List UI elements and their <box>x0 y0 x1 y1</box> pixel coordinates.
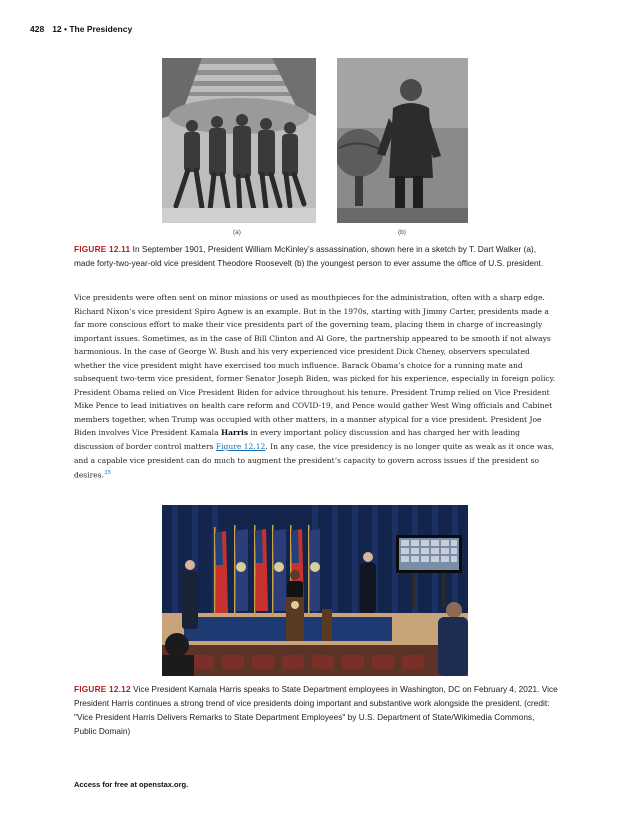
bold-name: Harris <box>220 428 249 438</box>
body-text-part-2: in every important policy discussion and has charged her with leading discussion of border control matters <box>74 428 521 452</box>
figure-12-11-label: FIGURE 12.11 <box>74 244 131 254</box>
figure-12-11-caption <box>74 242 558 270</box>
body-text-part-3: . In any case, the vice presidency is no longer quite as weak as it once was, and a capable vice president can do much to augment the president’s capacity to govern across issues if the president so desires. <box>74 442 555 480</box>
footnote-link[interactable]: 35 <box>103 470 111 477</box>
page-number: 428 <box>30 24 45 34</box>
body-text-part-1: Vice presidents were often sent on minor missions or used as mouthpieces for the administration, often with a sharp edge. Richard Nixon’s vice president Spiro Agnew is an example. But in the 1970s, starting with Jimmy Carter, presidents made a far more conscious effort to make their vice presidents part of the governing team, placing them in charge of increasingly important issues. Sometimes, as in the case of Bill Clinton and Al Gore, the partnership appeared to be smooth if not always harmonious. In the case of George W. Bush and his very experienced vice president Dick Cheney, observers speculated whether the vice president might have exercised too much influence. Barack Obama’s choice for a running mate and subsequent two-term vice president, former Senator Joseph Biden, was picked for his experience, especially in foreign policy. President Obama relied on Vice President Biden for advice throughout his tenure. President Trump relied on Vice President Mike Pence to lead initiatives on health care reform and COVID-19, and Pence would gather West Wing officials and Cabinet members together, when Trump was occupied with other matters, in a manner atypical for a vice president. President Joe Biden involves Vice President Kamala <box>74 293 556 438</box>
page-footer: Access for free at openstax.org. <box>74 780 189 789</box>
figure-12-11-a-label: (a) <box>233 229 241 236</box>
chapter-title: 12 • The Presidency <box>52 24 133 34</box>
figure-12-11-caption-text: In September 1901, President William McKinley’s assassination, shown here in a sketch by T. Dart Walker (a), made forty-two-year-old vice president Theodore Roosevelt (b) the youngest person to ever assume the office of U.S. president. <box>74 244 544 268</box>
figure-12-12-label: FIGURE 12.12 <box>74 684 131 694</box>
figure-12-11-b-image <box>337 58 468 223</box>
figure-12-12-link[interactable]: Figure 12.12 <box>215 442 266 452</box>
page-header <box>30 24 132 34</box>
figure-12-12-image <box>162 505 468 676</box>
figure-12-11-a-image <box>162 58 316 223</box>
figure-12-11-b-label: (b) <box>398 229 406 236</box>
body-paragraph <box>74 291 558 482</box>
figure-12-12-caption <box>74 682 558 738</box>
figure-12-12-caption-text: Vice President Kamala Harris speaks to State Department employees in Washington, DC on February 4, 2021. Vice President Harris continues a strong trend of vice presidents doing important and substantive work alongside the president. (credit: "Vice President Harris Delivers Remarks to State Department Employees" by U.S. Department of State/Wikimedia Commons, Public Domain) <box>74 684 558 736</box>
